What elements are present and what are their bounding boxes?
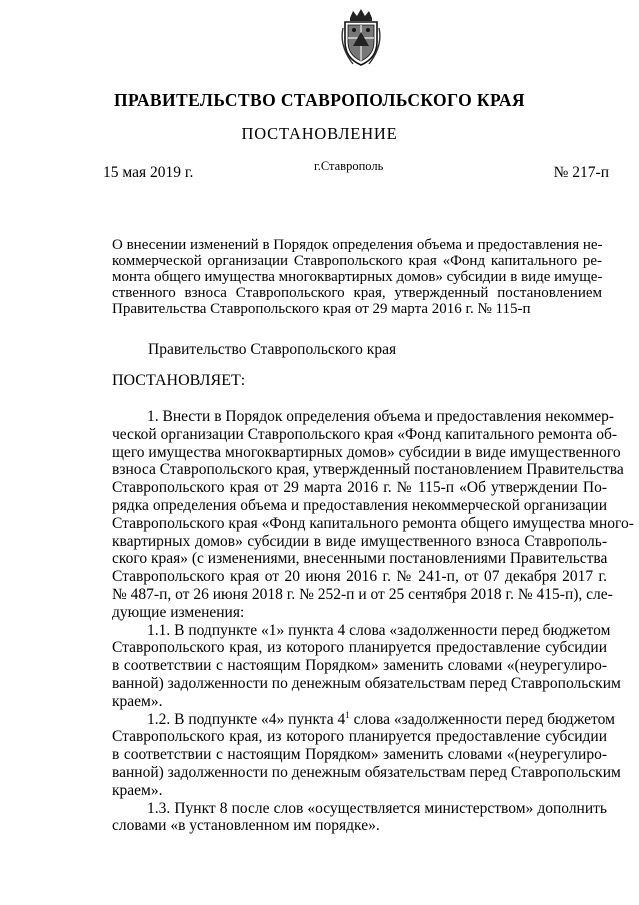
paragraph-1-line: ского края» (с изменениями, внесенными постановлениями Правительства — [112, 550, 608, 568]
paragraph-1-line: Ставропольского края от 29 марта 2016 г. № 115-п «Об утверждении По- — [112, 479, 607, 497]
paragraph-1-1-line: краем». — [112, 692, 163, 710]
document-subject — [112, 237, 602, 317]
paragraph-1-line: 1. Внести в Порядок определения объема и предоставления некоммер- — [147, 408, 615, 425]
paragraph-1-2-text-after: слова «задолженности перед бюджетом — [349, 710, 615, 728]
paragraph-1-line: Ставропольского края «Фонд капитального ремонта общего имущества много- — [112, 514, 634, 532]
document-number: № 217-п — [553, 164, 609, 181]
stavropol-coat-of-arms-icon — [339, 8, 383, 68]
paragraph-1-2-first-line — [112, 709, 615, 729]
paragraph-1-2-line: Ставропольского края, из которого планируется предоставление субсидии — [112, 728, 607, 746]
subject-line: монта общего имущества многоквартирных домов» субсидии в виде имуще- — [112, 269, 603, 285]
paragraph-1-line: щего имущества многоквартирных домов» субсидии в виде имущественного — [112, 443, 621, 461]
subject-line: коммерческой организации Ставропольского края «Фонд капитального ре- — [112, 253, 602, 269]
document-body — [112, 408, 634, 835]
paragraph-1-3-line: 1.3. Пункт 8 после слов «осуществляется министерством» дополнить — [147, 799, 607, 817]
paragraph-1-1-line: 1.1. В подпункте «1» пункта 4 слова «задолженности перед бюджетом — [147, 621, 611, 639]
paragraph-1-1-line: ванной) задолженности по денежным обязательствам перед Ставропольским — [112, 674, 621, 692]
document-date: 15 мая 2019 г. — [103, 164, 194, 181]
paragraph-1-line: рядка определения объема и предоставления некоммерческой организации — [112, 496, 607, 514]
paragraph-1-2-line: ванной) задолженности по денежным обязательствам перед Ставропольским — [112, 763, 621, 781]
subject-line: О внесении изменений в Порядок определения объема и предоставления не- — [112, 237, 603, 253]
paragraph-1-1-line: Ставропольского края, из которого планируется предоставление субсидии — [112, 639, 607, 657]
paragraph-1-line: дующие изменения: — [112, 603, 245, 621]
document-type: ПОСТАНОВЛЕНИЕ — [241, 124, 398, 143]
paragraph-1-1-line: в соответствии с настоящим Порядком» заменить словами «(неурегулиро- — [112, 657, 607, 675]
subject-line: Правительства Ставропольского края от 29 марта 2016 г. № 115-п — [112, 301, 531, 317]
document-city: г.Ставрополь — [314, 159, 384, 173]
paragraph-1-2-text-before: 1.2. В подпункте «4» пункта 4 — [147, 710, 346, 728]
paragraph-1-2-line: краем». — [112, 781, 163, 799]
paragraph-1-line: № 487-п, от 26 июня 2018 г. № 252-п и от 25 сентября 2018 г. № 415-п), сле- — [112, 585, 613, 603]
paragraph-1-3-line: словами «в установленном им порядке». — [112, 817, 380, 835]
paragraph-1-line: взноса Ставропольского края, утвержденный постановлением Правительства — [112, 461, 624, 479]
resolves-heading: ПОСТАНОВЛЯЕТ: — [112, 372, 246, 389]
issuer: Правительство Ставропольского края — [148, 341, 397, 358]
government-title: ПРАВИТЕЛЬСТВО СТАВРОПОЛЬСКОГО КРАЯ — [114, 90, 525, 110]
paragraph-1-line: Ставропольского края от 20 июня 2016 г. № 241-п, от 07 декабря 2017 г. — [112, 568, 607, 586]
paragraph-1-2-line: в соответствии с настоящим Порядком» заменить словами «(неурегулиро- — [112, 746, 607, 764]
paragraph-1-line: ческой организации Ставропольского края «Фонд капитального ремонта об- — [112, 425, 618, 443]
subject-line: ственного взноса Ставропольского края, утвержденный постановлением — [112, 285, 602, 301]
paragraph-1-line: квартирных домов» субсидии в виде имущественного взноса Ставрополь- — [112, 532, 607, 550]
paragraph-1-2-superscript: 1 — [345, 709, 350, 720]
